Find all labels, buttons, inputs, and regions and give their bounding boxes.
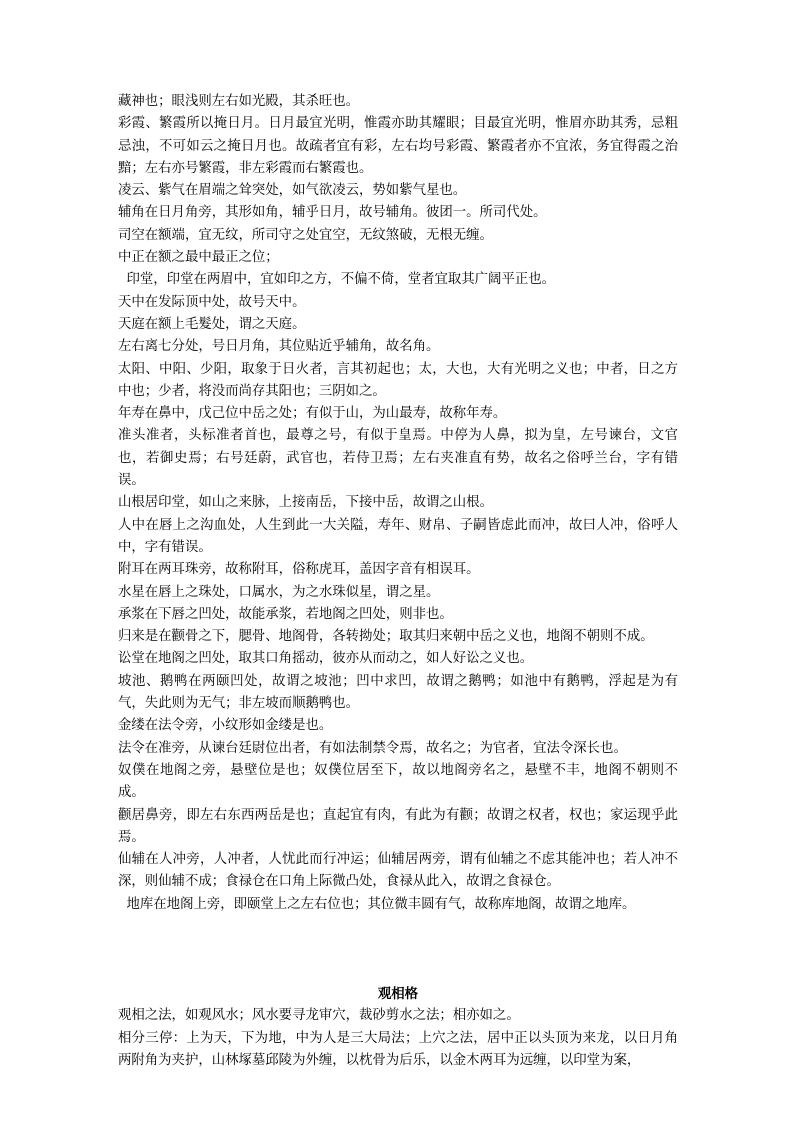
paragraph: 仙辅在人冲旁，人冲者，人忧此而行冲运；仙辅居两旁，谓有仙辅之不虑其能冲也；若人冲不深，则仙辅不成；食禄仓在口角上际微凸处，食禄从此入，故谓之食禄仓。 xyxy=(118,852,678,890)
paragraph: 讼堂在地阁之凹处，取其口角摇动，彼亦从而动之，如人好讼之义也。 xyxy=(118,651,534,667)
paragraph: 法令在准旁，从谏台廷尉位出者，有如法制禁令焉，故名之；为官者，宜法令深长也。 xyxy=(118,740,627,756)
paragraph: 坡池、鹅鸭在两颐凹处，故谓之坡池；凹中求凹，故谓之鹅鸭；如池中有鹅鸭，浮起是为有气，失此则为无气；非左坡而顺鹅鸭也。 xyxy=(118,673,678,712)
paragraph: 人中在唇上之沟血处，人生到此一大关隘，寿年、财帛、子嗣皆虑此而冲，故曰人冲，俗呼人中，字有错误。 xyxy=(118,517,678,555)
paragraph: 凌云、紫气在眉端之耸突处，如气欲凌云，势如紫气星也。 xyxy=(118,183,467,199)
paragraph: 承浆在下唇之凹处，故能承浆，若地阁之凹处，则非也。 xyxy=(118,606,453,622)
paragraph: 司空在额端，宜无纹，所司守之处宜空，无纹煞破，无根无缠。 xyxy=(118,227,493,243)
paragraph: 准头准者，头标准者首也，最尊之号，有似于皇焉。中停为人鼻，拟为皇，左号谏台，文官也，若御史焉；右号廷蔚，武官也，若侍卫焉；左右夹准直有势，故名之俗呼兰台，字有错误。 xyxy=(118,428,678,489)
paragraph: 奴僕在地阁之旁，悬壁位是也；奴僕位居至下，故以地阁旁名之，悬壁不丰，地阁不朝则不成。 xyxy=(118,762,678,801)
paragraph: 左右离七分处，号日月角，其位贴近乎辅角，故名角。 xyxy=(118,339,440,355)
paragraph: 辅角在日月角旁，其形如角，辅乎日月，故号辅角。彼团一。所司代处。 xyxy=(118,205,547,221)
paragraph: 太阳、中阳、少阳，取象于日火者，言其初起也；太，大也，大有光明之义也；中者，日之方中也；少者，将没而尚存其阳也；三阴如之。 xyxy=(118,361,678,399)
paragraph: 山根居印堂，如山之来脉，上接南岳，下接中岳，故谓之山根。 xyxy=(118,495,493,511)
section-face-positions xyxy=(118,91,678,916)
paragraph: 印堂，印堂在两眉中，宜如印之方，不偏不倚，堂者宜取其广阔平正也。 xyxy=(118,272,556,288)
document-body xyxy=(118,91,678,1072)
paragraph: 天中在发际顶中处，故号天中。 xyxy=(118,294,306,310)
paragraph: 观相之法，如观风水；风水要寻龙审穴，裁砂剪水之法；相亦如之。 xyxy=(118,1008,520,1024)
section-title: 观相格 xyxy=(377,985,419,1002)
paragraph: 附耳在两耳珠旁，故称附耳，俗称虎耳，盖因字音有相误耳。 xyxy=(118,562,480,578)
paragraph: 金缕在法令旁，小纹形如金缕是也。 xyxy=(118,718,333,734)
paragraph: 地库在地阁上旁，即颐堂上之左右位也；其位微丰圆有气，故称库地阁，故谓之地库。 xyxy=(118,896,636,912)
paragraph: 中正在额之最中最正之位； xyxy=(118,250,279,266)
paragraph: 藏神也；眼浅则左右如光殿，其杀旺也。 xyxy=(118,94,360,109)
paragraph: 彩霞、繁霞所以掩日月。日月最宜光明，惟霞亦助其耀眼；目最宜光明，惟眉亦助其秀，忌粗忌浊，不可如云之掩日月也。故疏者宜有彩，左右均号彩霞、繁霞者亦不宜浓，务宜得霞之治黯；左右亦号繁霞，非左彩霞而右繁霞也。 xyxy=(118,116,678,176)
paragraph: 颧居鼻旁，即左右东西两岳是也；直起宜有肉，有此为有颧；故谓之权者，权也；家运现乎此焉。 xyxy=(118,807,678,845)
section-spacer xyxy=(118,916,678,983)
paragraph: 归来是在颧骨之下，腮骨、地阁骨，各转拗处；取其归来朝中岳之义也，地阁不朝则不成。 xyxy=(118,629,654,645)
paragraph: 水星在唇上之珠处，口属水，为之水珠似星，谓之星。 xyxy=(118,584,440,600)
paragraph: 天庭在额上毛髮处，谓之天庭。 xyxy=(118,316,306,332)
paragraph: 年寿在鼻中，戊己位中岳之处；有似于山，为山最寿，故称年寿。 xyxy=(118,406,507,422)
section-observing-physiognomy xyxy=(118,983,678,1072)
paragraph: 相分三停：上为天，下为地，中为人是三大局法；上穴之法，居中正以头顶为来龙，以日月角两附角为夹护，山林塚墓邱陵为外缠，以枕骨为后乐，以金木两耳为远缠，以印堂为案， xyxy=(118,1030,678,1068)
